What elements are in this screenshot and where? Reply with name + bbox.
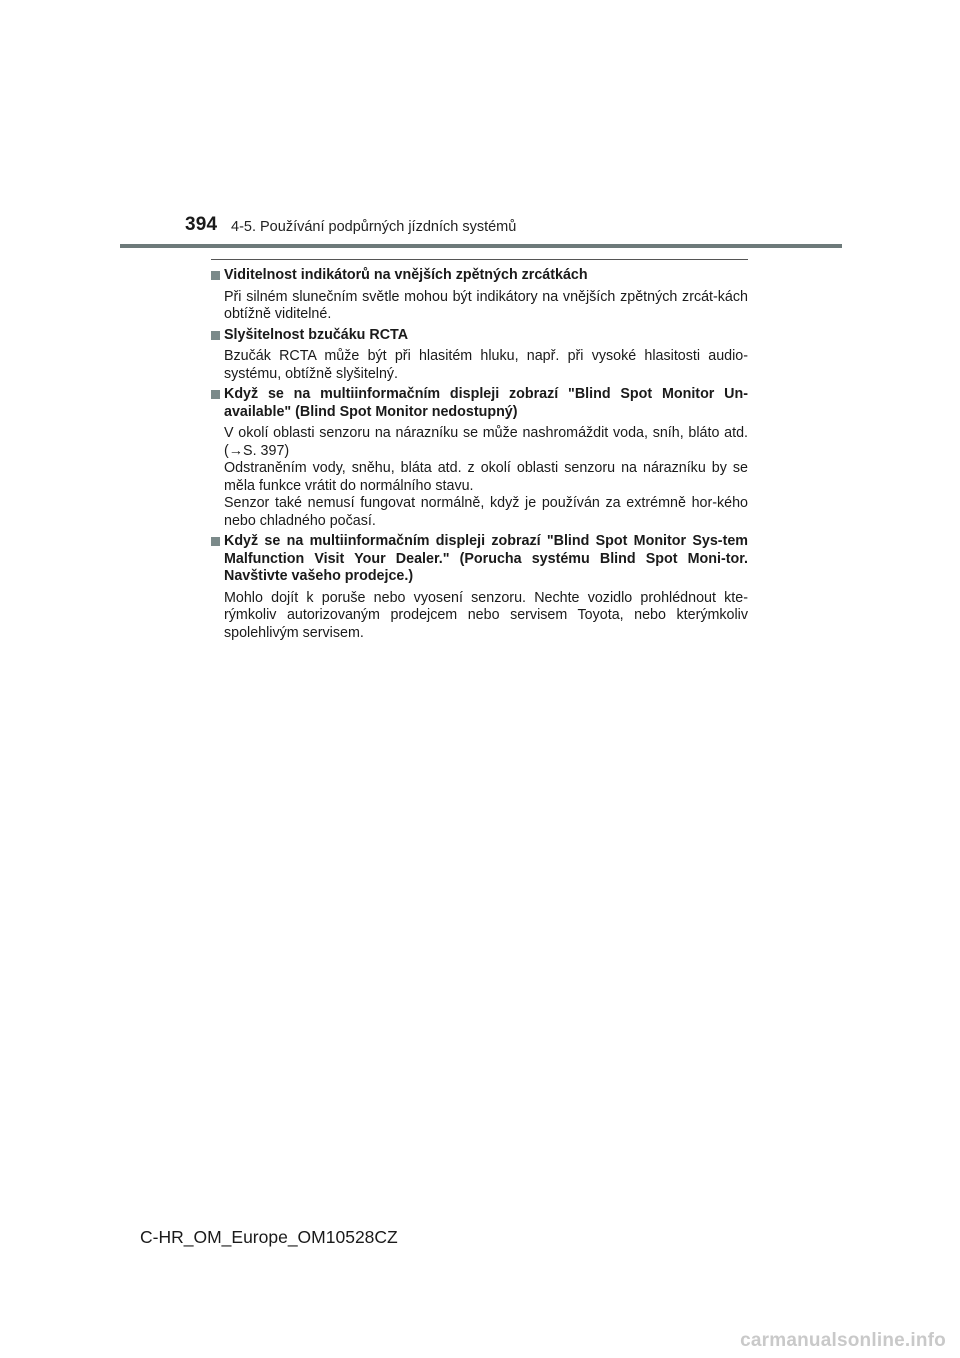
note-heading [211,267,748,285]
note-body [211,425,748,530]
note-item [211,386,748,530]
note-paragraph: Bzučák RCTA může být při hlasitém hluku, např. při vysoké hlasitosti audio-systému, obtížně slyšitelný. [224,348,748,382]
square-bullet-icon [211,390,220,399]
note-heading-text: Když se na multiinformačním displeji zobrazí "Blind Spot Monitor Un-available" (Blind Spot Monitor nedostupný) [224,386,748,420]
note-paragraph: Mohlo dojít k poruše nebo vyosení senzoru. Nechte vozidlo prohlédnout kte-rýmkoliv autorizovaným prodejcem nebo servisem Toyota, nebo kterýmkoliv spolehlivým servisem. [224,589,748,641]
square-bullet-icon [211,537,220,546]
page-number: 394 [185,214,218,235]
square-bullet-icon [211,331,220,340]
note-paragraph: Senzor také nemusí fungovat normálně, když je používán za extrémně hor-kého nebo chladného počasí. [224,495,748,529]
content [211,267,748,645]
square-bullet-icon [211,271,220,280]
note-heading [211,386,748,421]
note-item [211,327,748,384]
note-body [211,348,748,383]
note-item [211,533,748,642]
note-heading-text: Slyšitelnost bzučáku RCTA [224,326,409,343]
header-rule [120,244,842,248]
note-paragraph: V okolí oblasti senzoru na nárazníku se může nashromáždit voda, sníh, bláto atd. (→S. 397) [224,425,748,459]
note-heading-text: Když se na multiinformačním displeji zobrazí "Blind Spot Monitor Sys-tem Malfunction Visit Your Dealer." (Porucha systému Blind Spot Moni-tor. Navštivte vašeho prodejce.) [224,533,748,584]
note-body [211,590,748,643]
content-top-rule [211,259,748,260]
section-title: 4-5. Používání podpůrných jízdních systémů [231,219,517,235]
note-heading [211,327,748,345]
watermark-link[interactable]: carmanualsonline.info [740,1330,946,1351]
note-item [211,267,748,324]
note-body [211,289,748,324]
note-heading-text: Viditelnost indikátorů na vnějších zpětných zrcátkách [224,267,588,283]
note-paragraph: Odstraněním vody, sněhu, bláta atd. z okolí oblasti senzoru na nárazníku by se měla funkce vrátit do normálního stavu. [224,460,748,494]
note-heading [211,533,748,586]
note-paragraph: Při silném slunečním světle mohou být indikátory na vnějších zpětných zrcát-kách obtížně viditelné. [224,288,748,322]
footer-document-id: C-HR_OM_Europe_OM10528CZ [140,1227,398,1247]
